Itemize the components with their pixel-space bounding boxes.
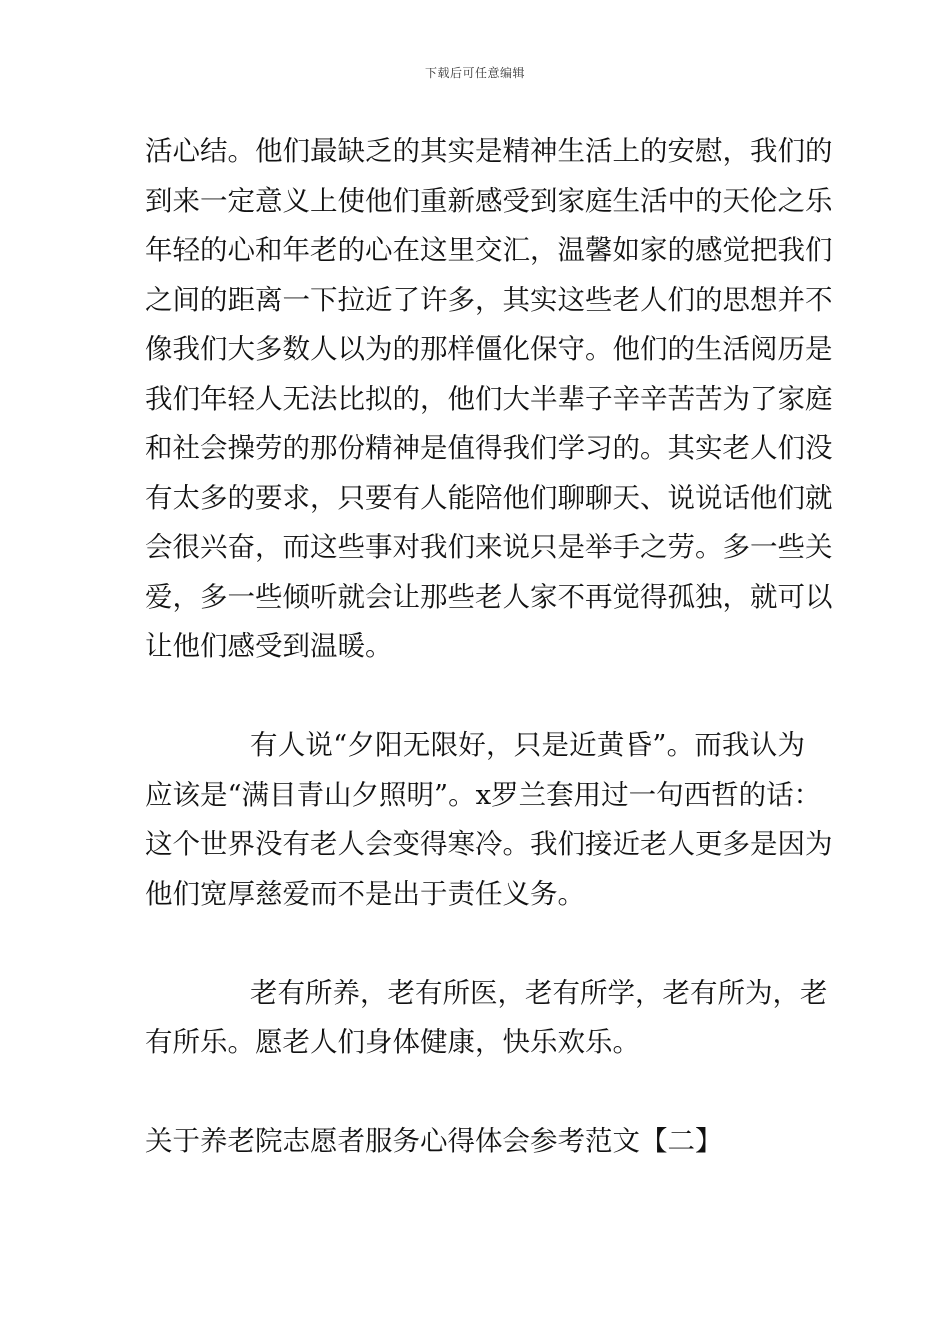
paragraph-line: 这个世界没有老人会变得寒冷。我们接近老人更多是因为 (145, 828, 833, 860)
paragraph-line: 应该是“满目青山夕照明”。x罗兰套用过一句西哲的话： (145, 779, 822, 811)
paragraph-line: 会很兴奋，而这些事对我们来说只是举手之劳。多一些关 (145, 531, 833, 563)
paragraph-line: 活心结。他们最缺乏的其实是精神生活上的安慰，我们的 (145, 135, 833, 167)
paragraph-line: 爱，多一些倾听就会让那些老人家不再觉得孤独，就可以 (145, 581, 833, 613)
paragraph-line: 之间的距离一下拉近了许多，其实这些老人们的思想并不 (145, 284, 833, 316)
section-heading: 关于养老院志愿者服务心得体会参考范文【二】 (145, 1125, 723, 1157)
paragraph-line: 像我们大多数人以为的那样僵化保守。他们的生活阅历是 (145, 333, 833, 365)
paragraph-line: 到来一定意义上使他们重新感受到家庭生活中的天伦之乐 (145, 185, 833, 217)
paragraph-line: 我们年轻人无法比拟的，他们大半辈子辛辛苦苦为了家庭 (145, 383, 833, 415)
page-header: 下载后可任意编辑 (424, 66, 525, 80)
paragraph-line: 有人说“夕阳无限好，只是近黄昏”。而我认为 (250, 729, 805, 761)
paragraph-line: 和社会操劳的那份精神是值得我们学习的。其实老人们没 (145, 432, 833, 464)
paragraph-line: 年轻的心和年老的心在这里交汇，温馨如家的感觉把我们 (145, 234, 833, 266)
paragraph-line: 有所乐。愿老人们身体健康，快乐欢乐。 (145, 1026, 640, 1058)
paragraph-line: 老有所养，老有所医，老有所学，老有所为，老 (250, 977, 828, 1009)
paragraph-line: 让他们感受到温暖。 (145, 630, 393, 662)
paragraph-line: 他们宽厚慈爱而不是出于责任义务。 (145, 878, 585, 910)
paragraph-line: 有太多的要求，只要有人能陪他们聊聊天、说说话他们就 (145, 482, 833, 514)
